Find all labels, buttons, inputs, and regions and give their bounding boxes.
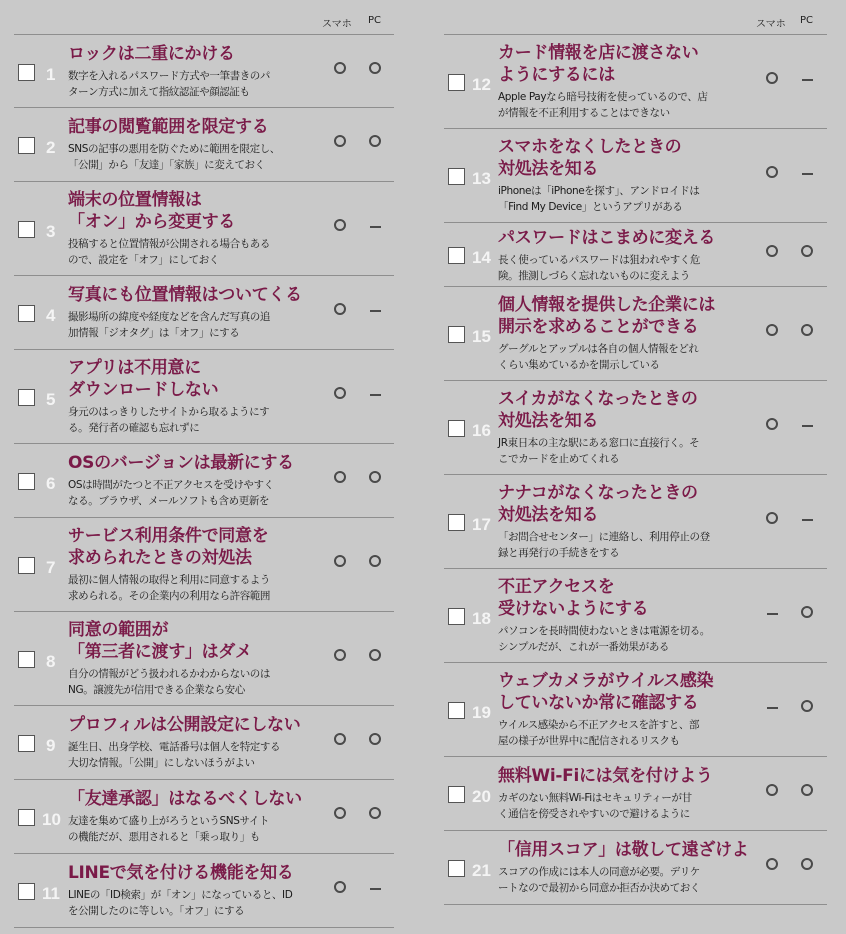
item-description [498,183,700,215]
checklist-item [14,108,394,182]
smartphone-circle-icon [332,470,348,484]
checklist-item [444,831,827,905]
checklist-item [444,223,827,287]
smartphone-dash-icon [764,605,780,615]
item-description-line: LINEの「ID検索」が「オン」になっていると、ID [68,889,293,901]
smartphone-circle-icon [332,302,348,316]
item-description-line: 自分の情報がどう扱われるかわからないのは [68,668,270,680]
item-title-line: 開示を求めることができる [498,317,699,337]
item-title-line: スイカがなくなったときの [498,389,698,409]
item-description-line: 身元のはっきりしたサイトから取るようにす [68,406,270,418]
item-title-line: 対処法を知る [498,411,599,431]
item-description-line: パソコンを長時間使わないときは電源を切る。 [498,625,710,637]
pc-dash-icon [799,165,815,175]
column-header [14,0,394,35]
smartphone-circle-icon [764,165,780,179]
checklist-item [444,663,827,757]
item-title-line: していないか常に確認する [498,693,699,713]
item-description-line: ートなので最初から同意か拒否か決めておく [498,882,700,894]
item-checkbox[interactable] [448,420,465,437]
item-description-line: 「お問合せセンター」に連絡し、利用停止の登 [498,531,710,543]
item-title [68,43,235,65]
item-description-line: シンプルだが、これが一番効果がある [498,641,670,653]
item-checkbox[interactable] [18,651,35,668]
smartphone-circle-icon [332,386,348,400]
checklist-item [14,276,394,350]
item-title-line: 受けないようにする [498,599,649,619]
item-description [498,89,708,121]
item-description [68,141,280,173]
item-title-line: アプリは不用意に [68,358,201,378]
item-title [498,839,749,861]
item-description-line: JR東日本の主な駅にある窓口に直接行く。そ [498,437,700,449]
item-description-line: 加情報「ジオタグ」は「オフ」にする [68,327,240,339]
item-number: 10 [42,810,61,829]
item-number: 2 [46,138,56,157]
item-title [498,765,713,787]
checklist-item [14,706,394,780]
pc-dash-icon [799,511,815,521]
item-number: 4 [46,306,56,325]
header-smartphone: スマホ [322,19,352,30]
item-checkbox[interactable] [18,473,35,490]
item-description-line: 投稿すると位置情報が公開される場合もある [68,238,270,250]
item-title-line: スマホをなくしたときの [498,137,682,157]
pc-circle-icon [367,61,383,75]
item-checkbox[interactable] [448,247,465,264]
item-title [498,42,698,86]
item-description [68,309,270,341]
smartphone-circle-icon [764,857,780,871]
item-number: 18 [472,609,491,628]
pc-circle-icon [799,783,815,797]
checklist-item [14,854,394,928]
item-description-line: 録と再発行の手続きをする [498,547,620,559]
item-description-line: ウイルス感染から不正アクセスを許すと、部 [498,719,700,731]
item-description-line: ので、設定を「オフ」にしておく [68,254,219,266]
smartphone-circle-icon [764,511,780,525]
pc-circle-icon [799,699,815,713]
item-checkbox[interactable] [448,168,465,185]
item-title-line: ようにするには [498,65,615,85]
item-title-line: プロフィルは公開設定にしない [68,715,301,735]
checklist-item [444,381,827,475]
header-smartphone: スマホ [756,19,786,30]
item-checkbox[interactable] [448,860,465,877]
item-description-line: 「Find My Device」というアプリがある [498,201,683,213]
item-description-line: 求められる。その企業内の利用なら許容範囲 [68,590,270,602]
item-title-line: 対処法を知る [498,159,599,179]
item-checkbox[interactable] [18,389,35,406]
item-description [498,864,700,896]
item-checkbox[interactable] [18,305,35,322]
item-title-line: パスワードはこまめに変える [498,228,716,248]
column-header [444,0,827,35]
pc-dash-icon [799,417,815,427]
item-title-line: 「信用スコア」は敬して遠ざけよ [498,840,749,860]
item-description [68,666,270,698]
item-number: 20 [472,787,491,806]
item-title-line: 求められたときの対処法 [68,548,252,568]
item-title-line: ナナコがなくなったときの [498,483,698,503]
item-number: 21 [472,861,491,880]
pc-circle-icon [367,134,383,148]
item-number: 1 [46,65,56,84]
item-number: 14 [472,248,491,267]
item-description-line: く通信を傍受されやすいので避けるように [498,808,690,820]
item-number: 17 [472,515,491,534]
item-title [68,788,302,810]
pc-circle-icon [799,244,815,258]
item-number: 13 [472,169,491,188]
item-description-line: が情報を不正利用することはできない [498,107,670,119]
item-description-line: 最初に個人情報の取得と利用に同意するよう [68,574,270,586]
item-description-line: Apple Payなら暗号技術を使っているので、店 [498,91,708,103]
item-title [68,862,294,884]
item-number: 19 [472,703,491,722]
column-left [14,0,394,928]
pc-dash-icon [799,71,815,81]
pc-circle-icon [367,648,383,662]
item-description-line: なる。ブラウザ、メールソフトも含め更新を [68,495,270,507]
smartphone-circle-icon [332,648,348,662]
item-title-line: 記事の閲覧範囲を限定する [68,117,269,137]
item-title [498,136,681,180]
item-title-line: 無料Wi-Fiには気を付けよう [498,766,713,786]
pc-circle-icon [799,605,815,619]
checklist-item [14,182,394,276]
checklist-item [444,475,827,569]
item-title [498,482,698,526]
item-description-line: 大切な情報。「公開」にしないほうがよい [68,757,255,769]
item-title-line: 「オン」から変更する [68,212,235,232]
column-right [444,0,827,905]
item-checkbox[interactable] [18,809,35,826]
item-description-line: スコアの作成には本人の同意が必要。デリケ [498,866,700,878]
item-description-line: 撮影場所の緯度や経度などを含んだ写真の追 [68,311,270,323]
item-description-line: る。発行者の確認も忘れずに [68,422,200,434]
item-title-line: 端末の位置情報は [68,190,202,210]
item-title-line: OSのバージョンは最新にする [68,453,294,473]
item-description [68,477,274,509]
item-title [68,189,235,233]
item-checkbox[interactable] [18,137,35,154]
item-description-line: 屋の様子が世界中に配信されるリスクも [498,735,680,747]
smartphone-circle-icon [332,134,348,148]
item-description-line: 「公開」から「友達」「家族」に変えておく [68,159,265,171]
pc-circle-icon [367,554,383,568]
checklist-item [14,350,394,444]
item-description [68,739,280,771]
item-description-line: こでカードを止めてくれる [498,453,620,465]
item-title [68,116,268,138]
item-description [68,68,270,100]
item-description [498,717,699,749]
item-description-line: 険。推測しづらく忘れないものに変えよう [498,270,690,282]
item-description-line: 長く使っているパスワードは狙われやすく危 [498,254,700,266]
item-description-line: 友達を集めて盛り上がろうというSNSサイト [68,815,270,827]
item-checkbox[interactable] [18,221,35,238]
checklist-item [14,780,394,854]
item-title [498,294,715,338]
item-title [498,576,648,620]
item-description [498,790,692,822]
pc-circle-icon [367,470,383,484]
smartphone-circle-icon [332,61,348,75]
item-title-line: 対処法を知る [498,505,599,525]
pc-dash-icon [367,386,383,396]
item-number: 12 [472,75,491,94]
smartphone-circle-icon [764,323,780,337]
smartphone-circle-icon [764,417,780,431]
smartphone-circle-icon [332,218,348,232]
checklist-item [14,35,394,108]
smartphone-circle-icon [332,554,348,568]
item-title-line: 「友達承認」はなるべくしない [68,789,302,809]
item-title [498,670,713,714]
pc-circle-icon [367,806,383,820]
item-description-line: グーグルとアップルは各自の個人情報をどれ [498,343,699,355]
pc-circle-icon [367,732,383,746]
item-number: 5 [46,390,56,409]
smartphone-circle-icon [332,806,348,820]
pc-circle-icon [799,857,815,871]
item-description-line: NG。譲渡先が信用できる企業なら安心 [68,684,245,696]
item-title-line: 「第三者に渡す」はダメ [68,642,252,662]
item-number: 16 [472,421,491,440]
pc-circle-icon [799,323,815,337]
item-description-line: カギのない無料Wi-Fiはセキュリティーが甘 [498,792,692,804]
item-checkbox[interactable] [18,735,35,752]
smartphone-circle-icon [332,732,348,746]
item-description-line: iPhoneは「iPhoneを探す」、アンドロイドは [498,185,700,197]
item-title [68,284,302,306]
item-description-line: の機能だが、悪用されると「乗っ取り」も [68,831,260,843]
item-checkbox[interactable] [18,64,35,81]
smartphone-circle-icon [332,880,348,894]
item-checkbox[interactable] [448,702,465,719]
item-description-line: SNSの記事の悪用を防ぐために範囲を限定し、 [68,143,280,155]
item-description [68,236,270,268]
checklist-item [444,757,827,831]
checklist-item [444,287,827,381]
item-number: 3 [46,222,56,241]
item-title-line: ダウンロードしない [68,380,219,400]
item-description-line: を公開したのに等しい。「オフ」にする [68,905,245,917]
item-title [68,714,300,736]
smartphone-circle-icon [764,244,780,258]
item-title [68,619,252,663]
item-title [498,227,715,249]
item-description [68,887,292,919]
item-description-line: 数字を入れるパスワード方式や一筆書きのパ [68,70,270,82]
item-description [68,404,269,436]
smartphone-circle-icon [764,71,780,85]
item-checkbox[interactable] [448,608,465,625]
checklist-item [14,444,394,518]
item-title [68,452,294,474]
smartphone-circle-icon [764,783,780,797]
item-description [68,572,270,604]
pc-dash-icon [367,880,383,890]
item-description [498,341,699,373]
item-title-line: 同意の範囲が [68,620,169,640]
item-checkbox[interactable] [448,326,465,343]
item-title-line: ウェブカメラがウイルス感染 [498,671,714,691]
item-title-line: ロックは二重にかける [68,44,235,64]
item-description-line: ターン方式に加えて指紋認証や顔認証も [68,86,250,98]
item-description-line: 誕生日、出身学校、電話番号は個人を特定する [68,741,281,753]
item-checkbox[interactable] [448,786,465,803]
item-description [498,623,710,655]
item-title [498,388,698,432]
item-number: 7 [46,558,56,577]
item-checkbox[interactable] [448,74,465,91]
header-pc: PC [800,15,814,26]
item-title-line: 写真にも位置情報はついてくる [68,285,302,305]
checklist-item [444,569,827,663]
pc-dash-icon [367,218,383,228]
item-checkbox[interactable] [448,514,465,531]
item-description-line: OSは時間がたつと不正アクセスを受けやすく [68,479,274,491]
item-description-line: くらい集めているかを開示している [498,359,660,371]
smartphone-dash-icon [764,699,780,709]
item-title [68,357,218,401]
item-number: 15 [472,327,491,346]
checklist-item [444,129,827,223]
checklist-item [14,612,394,706]
item-checkbox[interactable] [18,883,35,900]
item-description [68,813,269,845]
pc-dash-icon [367,302,383,312]
item-description [498,529,710,561]
checklist-item [444,35,827,129]
item-description [498,435,699,467]
item-title-line: カード情報を店に渡さない [498,43,699,63]
item-title-line: LINEで気を付ける機能を知る [68,863,294,883]
item-title-line: サービス利用条件で同意を [68,526,269,546]
item-title [68,525,268,569]
item-number: 11 [42,884,60,903]
item-number: 6 [46,474,56,493]
item-title-line: 個人情報を提供した企業には [498,295,716,315]
item-checkbox[interactable] [18,557,35,574]
checklist-item [14,518,394,612]
item-number: 9 [46,736,56,755]
header-pc: PC [368,15,382,26]
item-description [498,252,700,284]
item-title-line: 不正アクセスを [498,577,615,597]
item-number: 8 [46,652,56,671]
